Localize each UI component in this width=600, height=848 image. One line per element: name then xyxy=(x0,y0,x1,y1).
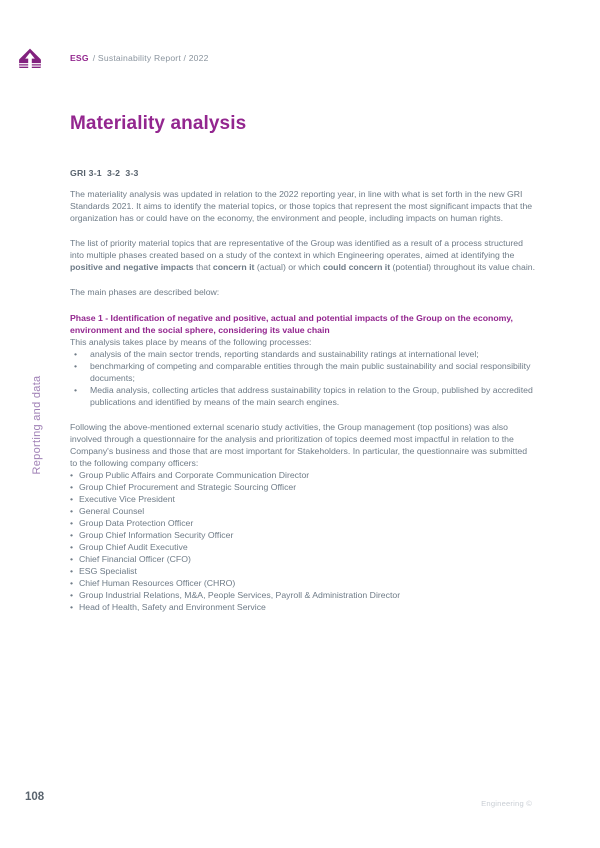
officer-item: • Group Public Affairs and Corporate Communication Director xyxy=(70,469,535,481)
officer-item: • Chief Financial Officer (CFO) xyxy=(70,553,535,565)
phase1-bullet-list xyxy=(70,348,535,408)
officer-item: • Group Data Protection Officer xyxy=(70,517,535,529)
breadcrumb-section: ESG xyxy=(70,53,89,63)
main-phases-line: The main phases are described below: xyxy=(70,287,220,297)
phase1-bullet: • analysis of the main sector trends, reporting standards and sustainability ratings at international level; xyxy=(70,348,535,360)
content-column xyxy=(70,112,535,613)
page-title: Materiality analysis xyxy=(70,113,247,134)
officer-item: • Chief Human Resources Officer (CHRO) xyxy=(70,577,535,589)
officer-item: • ESG Specialist xyxy=(70,565,535,577)
intro-paragraph-1: The materiality analysis was updated in relation to the 2022 reporting year, in line with what is set forth in the new GRI Standards 2021. It aims to identify the material topics, or those topics that represent the most significant impacts that the organization has or could have on the economy, the environment and people, including impacts on human rights. xyxy=(70,189,533,223)
officer-item: • General Counsel xyxy=(70,505,535,517)
chapter-side-label: Reporting and data xyxy=(31,375,43,475)
footer-brand: Engineering © xyxy=(481,799,532,808)
gri-reference: GRI 3-1 3-2 3-3 xyxy=(70,168,139,178)
officer-item: • Group Chief Information Security Officer xyxy=(70,529,535,541)
breadcrumb xyxy=(70,53,209,63)
officer-item: • Head of Health, Safety and Environment Service xyxy=(70,601,535,613)
phase1-bullet: • Media analysis, collecting articles that address sustainability topics in relation to the Group, published by accredited publications and identified by means of the main search engines. xyxy=(70,384,535,408)
breadcrumb-trail: / Sustainability Report / 2022 xyxy=(92,53,209,63)
engineering-logo-icon xyxy=(18,47,42,71)
intro-paragraph-2: The list of priority material topics that are representative of the Group was identified as a result of a process structured into multiple phases created based on a study of the context in which Engineering operates, aimed at identifying the positive and negative impacts that concern it (actual) or which could concern it (potential) throughout its value chain. xyxy=(70,238,536,272)
officer-item: • Group Chief Procurement and Strategic Sourcing Officer xyxy=(70,481,535,493)
questionnaire-paragraph: Following the above-mentioned external scenario study activities, the Group management (top positions) was also involved through a questionnaire for the analysis and prioritization of topics deemed most impactful in relation to the Company's business and those that are most important for Stakeholders. In particular, the questionnaire was submitted to the following company officers: xyxy=(70,422,528,468)
officer-item: • Executive Vice President xyxy=(70,493,535,505)
officer-list xyxy=(70,469,535,613)
officer-item: • Group Chief Audit Executive xyxy=(70,541,535,553)
phase1-heading: Phase 1 - Identification of negative and positive, actual and potential impacts of the Group on the economy, environment and the social sphere, considering its value chain xyxy=(70,313,513,335)
phase1-bullet: • benchmarking of competing and comparable entities through the main public sustainability and social responsibility documents; xyxy=(70,360,535,384)
officer-item: • Group Industrial Relations, M&A, People Services, Payroll & Administration Director xyxy=(70,589,535,601)
phase1-lead: This analysis takes place by means of the following processes: xyxy=(70,337,312,347)
page-number: 108 xyxy=(25,791,45,803)
